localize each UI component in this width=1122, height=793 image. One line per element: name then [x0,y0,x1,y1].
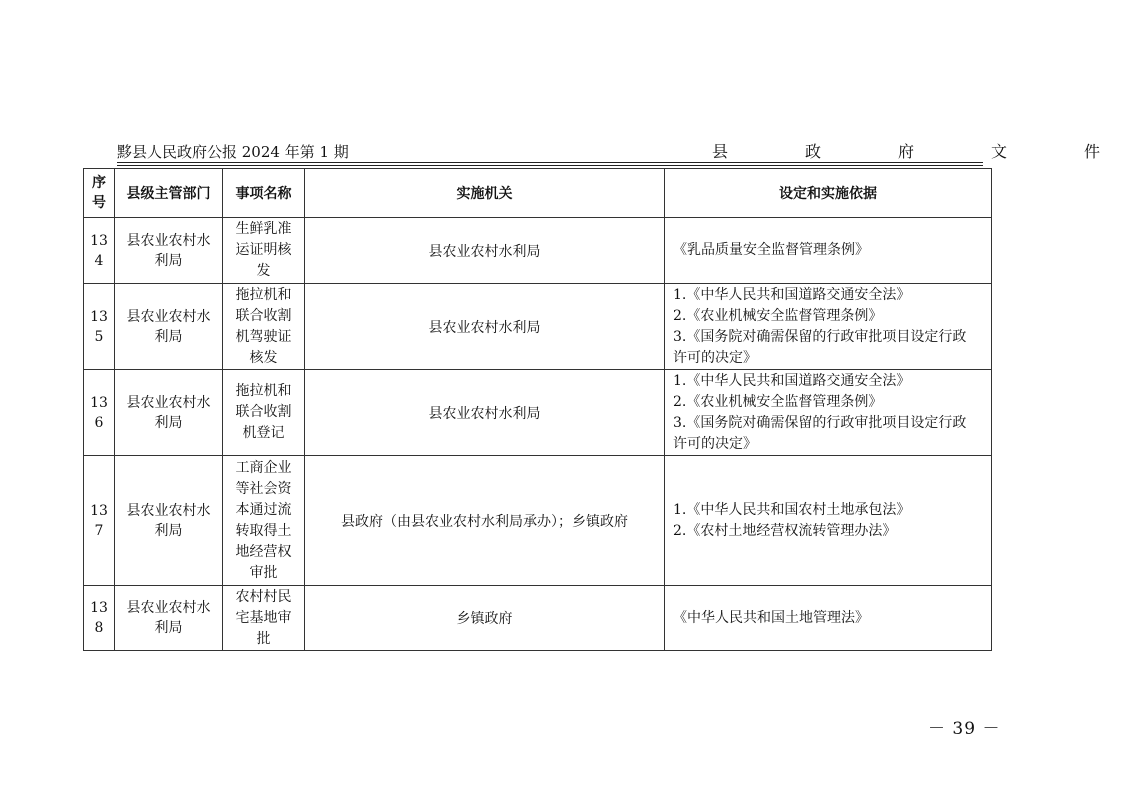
cell-line: 《中华人民共和国土地管理法》 [673,609,869,626]
cell-line: 县农业农村水 [126,394,211,411]
cell-no [84,586,115,651]
cell-dept [115,218,223,284]
cell-line: 8 [94,620,104,636]
cell-dept [115,586,223,651]
cell-no [84,284,115,370]
cell-line: 13 [90,394,108,411]
cell-line: 审批 [249,564,278,581]
header-rule-thick [117,162,983,163]
cell-line: 县农业农村水 [126,600,211,616]
cell-line: 批 [256,630,271,647]
column-header-name: 事项名称 [223,169,305,218]
cell-no [84,218,115,284]
column-header-dept: 县级主管部门 [115,169,223,218]
cell-line: 13 [90,232,108,249]
table-row [84,370,992,456]
table-row [84,456,992,586]
cell-line: 13 [90,502,108,519]
cell-line: 13 [90,600,108,616]
cell-line: 许可的决定》 [673,435,757,452]
cell-basis [665,456,992,586]
cell-line: 本通过流 [235,501,292,518]
table-row [84,586,992,651]
header-rule-thin [117,165,983,166]
cell-line: 13 [90,308,108,325]
column-header-no [84,169,115,218]
cell-basis [665,370,992,456]
cell-line: 2.《农业机械安全监督管理条例》 [673,393,883,410]
cell-line: 县农业农村水 [126,308,211,325]
cell-line: 7 [94,522,104,539]
table-row [84,218,992,284]
cell-line: 地经营权 [235,543,292,560]
cell-line: 联合收割 [235,307,292,324]
approval-items-table [83,168,992,651]
cell-item-name [223,370,305,456]
cell-line: 6 [94,414,104,431]
header-line: 序号 [92,175,106,211]
cell-line: 运证明核 [235,242,292,258]
gazette-title: 黟县人民政府公报 2024 年第 1 期 [117,143,349,161]
section-title-char: 县 [712,142,729,161]
cell-line: 3.《国务院对确需保留的行政审批项目设定行政 [673,414,967,431]
cell-line: 1.《中华人民共和国道路交通安全法》 [673,372,911,389]
cell-line: 机驾驶证 [235,328,292,345]
section-title-char: 政 [804,142,821,161]
cell-agency: 县农业农村水利局 [305,218,665,284]
cell-line: 利局 [154,252,183,269]
cell-line: 联合收割 [235,404,292,420]
cell-line: 县农业农村水 [126,232,211,249]
cell-line: 许可的决定》 [673,349,757,366]
cell-line: 宅基地审 [235,609,292,626]
cell-agency: 县农业农村水利局 [305,284,665,370]
cell-line: 《乳品质量安全监督管理条例》 [673,242,869,258]
section-title-char: 府 [897,142,914,161]
cell-dept [115,456,223,586]
cell-line: 工商企业 [235,459,292,476]
section-title-char: 文 [990,142,1007,161]
section-title [712,142,1100,162]
cell-line: 2.《农业机械安全监督管理条例》 [673,307,883,324]
cell-line: 2.《农村土地经营权流转管理办法》 [673,522,897,539]
cell-no [84,370,115,456]
cell-line: 利局 [154,522,183,539]
cell-line: 拖拉机和 [235,383,292,399]
section-title-char: 件 [1083,142,1100,161]
cell-item-name [223,586,305,651]
cell-item-name [223,456,305,586]
cell-item-name [223,284,305,370]
cell-agency: 县政府（由县农业农村水利局承办）；乡镇政府 [305,456,665,586]
cell-line: 生鲜乳准 [235,221,292,237]
cell-basis [665,284,992,370]
cell-agency: 县农业农村水利局 [305,370,665,456]
cell-line: 1.《中华人民共和国农村土地承包法》 [673,501,911,518]
cell-basis [665,218,992,284]
table-header-row [84,169,992,218]
cell-line: 利局 [154,414,183,431]
cell-line: 利局 [154,328,183,345]
cell-line: 核发 [249,349,278,366]
cell-line: 1.《中华人民共和国道路交通安全法》 [673,286,911,303]
cell-line: 等社会资 [235,480,292,497]
cell-item-name [223,218,305,284]
cell-line: 县农业农村水 [126,502,211,519]
cell-no [84,456,115,586]
cell-dept [115,284,223,370]
cell-line: 发 [256,263,271,279]
cell-line: 拖拉机和 [235,286,292,303]
cell-dept [115,370,223,456]
cell-line: 利局 [154,620,183,636]
page-number: － 39 － [928,719,1001,739]
column-header-agency: 实施机关 [305,169,665,218]
cell-line: 4 [94,252,104,269]
column-header-basis: 设定和实施依据 [665,169,992,218]
table-row [84,284,992,370]
cell-line: 5 [94,328,104,345]
cell-basis [665,586,992,651]
cell-line: 转取得土 [235,522,292,539]
cell-line: 3.《国务院对确需保留的行政审批项目设定行政 [673,328,967,345]
cell-agency: 乡镇政府 [305,586,665,651]
cell-line: 机登记 [242,425,285,441]
cell-line: 农村村民 [235,588,292,605]
